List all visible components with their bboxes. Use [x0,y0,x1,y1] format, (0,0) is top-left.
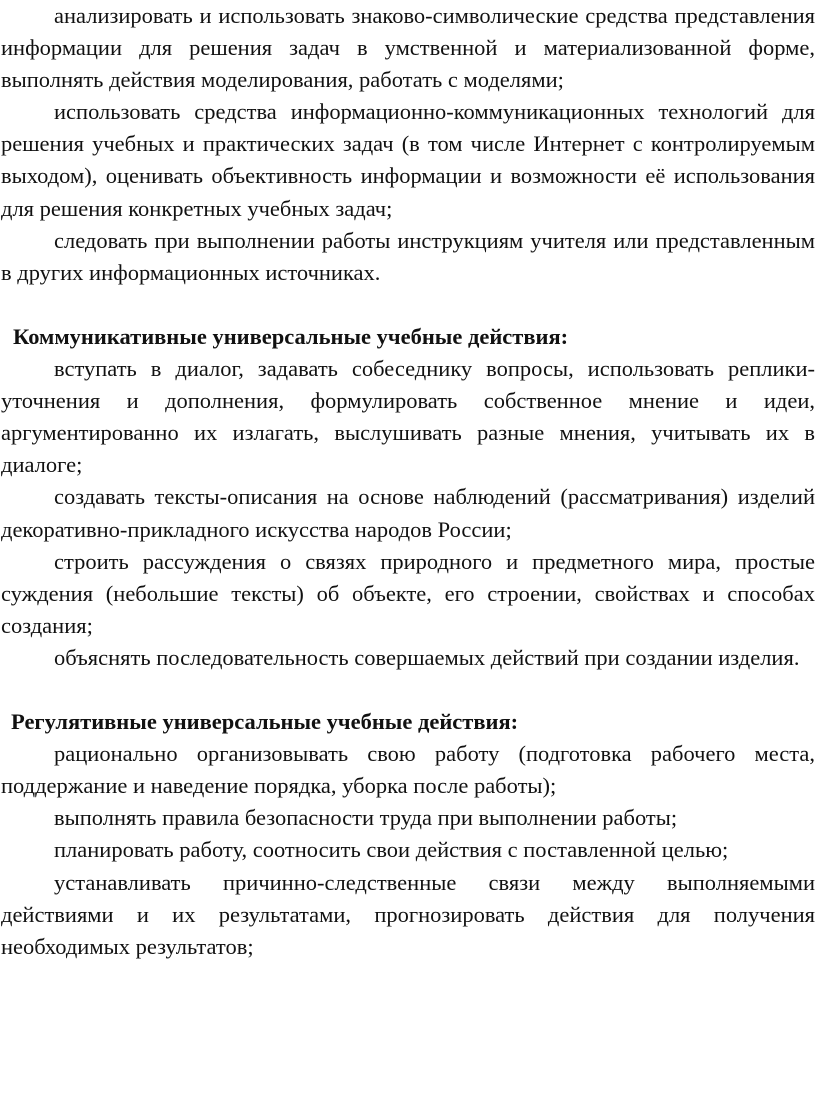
paragraph: вступать в диалог, задавать собеседнику вопросы, использовать реплики-уточнения и дополнения, формулировать собственное мнение и идеи, аргументированно их излагать, выслушивать разные мнения, учитывать их в диалоге; [1,356,815,478]
section-general [1,0,815,289]
paragraph: устанавливать причинно-следственные связи между выполняемыми действиями и их результатами, прогнозировать действия для получения необходимых результатов; [1,869,815,959]
paragraph: создавать тексты-описания на основе наблюдений (рассматривания) изделий декоративно-прикладного искусства народов России; [1,484,815,542]
paragraph: следовать при выполнении работы инструкциям учителя или представленным в других информационных источниках. [1,227,815,285]
blank-line [1,674,815,706]
paragraph: строить рассуждения о связях природного и предметного мира, простые суждения (небольшие тексты) об объекте, его строении, свойствах и способах создания; [1,548,815,638]
blank-line [1,289,815,321]
section-heading: Регулятивные универсальные учебные действия: [11,709,519,735]
paragraph: анализировать и использовать знаково-символические средства представления информации для решения задач в умственной и материализованной форме, выполнять действия моделирования, работать с моделями; [1,3,815,93]
paragraph: выполнять правила безопасности труда при выполнении работы; [54,805,678,831]
paragraph: планировать работу, соотносить свои действия с поставленной целью; [54,837,729,863]
section-heading: Коммуникативные универсальные учебные действия: [13,323,569,349]
section-communicative [1,321,815,674]
paragraph: объяснять последовательность совершаемых действий при создании изделия. [54,644,800,670]
paragraph: использовать средства информационно-коммуникационных технологий для решения учебных и практических задач (в том числе Интернет с контролируемым выходом), оценивать объективность информации и возможности её использования для решения конкретных учебных задач; [1,99,815,221]
paragraph: рационально организовывать свою работу (подготовка рабочего места, поддержание и наведение порядка, уборка после работы); [1,741,815,799]
section-regulatory [1,706,815,963]
